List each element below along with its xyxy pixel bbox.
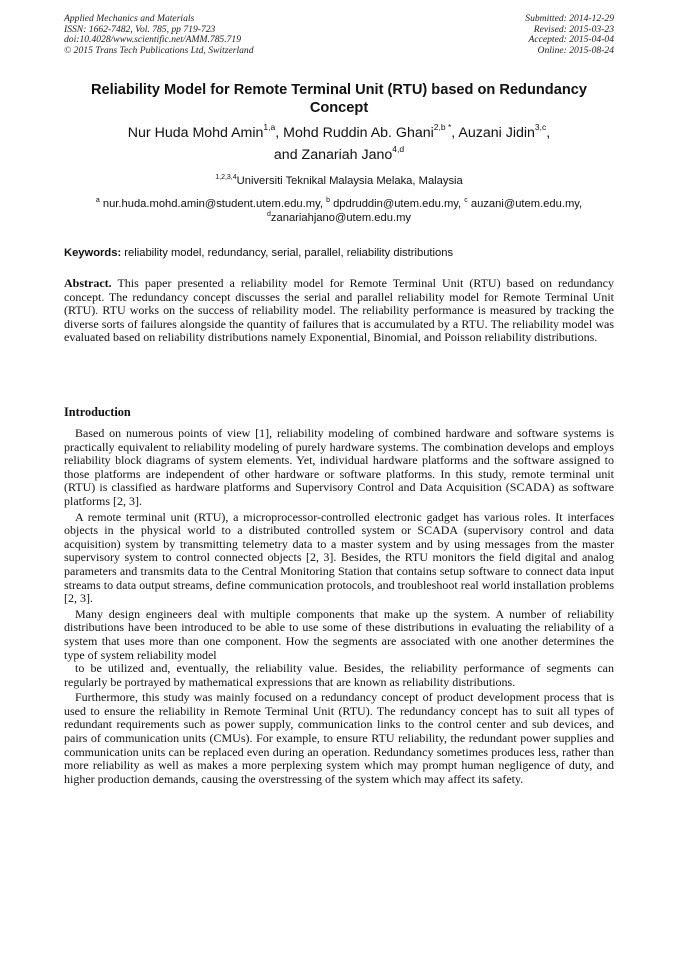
author-affil-mark: 4,d bbox=[392, 144, 405, 154]
email-list: $^a$ nur.huda.mohd.amin@student.utem.edu.my, $^b$ dpdruddin@utem.edu.my, $^c$ auzani@utem.edu.my, $^d$zanariahjano@utem.edu.my bbox=[95, 197, 583, 224]
affiliation-text: Universiti Teknikal Malaysia Melaka, Malaysia bbox=[236, 175, 463, 187]
abstract-text: This paper presented a reliability model for Remote Terminal Unit (RTU) based on redundancy concept. The redundancy concept discusses the serial and parallel reliability model for Remote Terminal Unit (RTU). RTU works on the success of reliability model. The reliability performance is measured by tracking the diverse sorts of failures alongside the quantity of failures that is accumulated by a RTU. The reliability model was evaluated based on reliability distributions namely Exponential, Binomial, and Poisson reliability distributions. bbox=[64, 276, 614, 345]
journal-name: Applied Mechanics and Materials bbox=[64, 13, 195, 24]
date-submitted: Submitted: 2014-12-29 bbox=[525, 13, 614, 24]
email-address: auzani@utem.edu.my, bbox=[467, 198, 583, 210]
email-address: dpdruddin@utem.edu.my, bbox=[329, 198, 465, 210]
author-affil-mark: 1,a bbox=[263, 122, 276, 132]
section-heading-introduction: Introduction bbox=[64, 405, 131, 419]
author-name: and Zanariah Jano bbox=[273, 147, 393, 163]
journal-copyright: © 2015 Trans Tech Publications Ltd, Switzerland bbox=[64, 44, 254, 56]
introduction-body bbox=[64, 427, 614, 788]
email-address: zanariahjano@utem.edu.my bbox=[270, 212, 411, 224]
email-address: nur.huda.mohd.amin@student.utem.edu.my, bbox=[99, 198, 327, 210]
affiliation-mark: 1,2,3,4 bbox=[215, 174, 237, 181]
paragraph: Many design engineers deal with multiple components that make up the system. A number of reliability distributions have been introduced to be able to use some of these distributions in evaluating the reliability of a system that uses more than one component. How the segments are associated with one another determines the type of system reliability model bbox=[64, 606, 614, 662]
paragraph: A remote terminal unit (RTU), a microprocessor-controlled electronic gadget has various roles. It interfaces objects in the physical world to a distributed controlled system or SCADA (supervisory control and data acquisition) system by transmitting telemetry data to a master system and by using messages from the master supervisory system to control connected objects [2, 3]. Besides, the RTU monitors the field digital and analog parameters and transmits data to the Central Monitoring Station that contains setup software to connect data input streams to data output streams, define communication protocols, and troubleshoot real world installation problems [2, 3]. bbox=[64, 509, 614, 606]
journal-doi: doi:10.4028/www.scientific.net/AMM.785.719 bbox=[64, 34, 242, 46]
keywords-text: reliability model, redundancy, serial, parallel, reliability distributions bbox=[121, 247, 454, 259]
affiliation bbox=[60, 174, 618, 188]
abstract-label: Abstract. bbox=[64, 276, 112, 290]
submission-dates bbox=[525, 14, 614, 56]
author-name: Nur Huda Mohd Amin bbox=[127, 125, 264, 141]
paragraph: Based on numerous points of view [1], reliability modeling of combined hardware and software systems is practically equivalent to reliability modeling of purely hardware systems. The combination develops and employs reliability block diagrams of system elements. Yet, individual hardware platforms and the software assigned to those platforms are independent of other hardware or software platforms. In this study, remote terminal unit (RTU) is classified as hardware platforms and Supervisory Control and Data Acquisition (SCADA) as software platforms [2, 3]. bbox=[64, 426, 614, 508]
keywords-label: Keywords: bbox=[64, 247, 122, 259]
date-revised: Revised: 2015-03-23 bbox=[533, 23, 614, 35]
author-name: Auzani Jidin bbox=[458, 125, 535, 141]
date-online: Online: 2015-08-24 bbox=[537, 44, 614, 56]
author-affil-mark: 2,b * bbox=[433, 122, 452, 132]
journal-issn: ISSN: 1662-7482, Vol. 785, pp 719-723 bbox=[64, 23, 216, 35]
author-name: Mohd Ruddin Ab. Ghani bbox=[283, 125, 434, 141]
date-accepted: Accepted: 2015-04-04 bbox=[528, 34, 614, 46]
keywords bbox=[64, 246, 614, 260]
abstract bbox=[64, 277, 614, 345]
paper-title: Reliability Model for Remote Terminal Unit (RTU) based on Redundancy Concept bbox=[91, 82, 587, 116]
author-affil-mark: 3,c bbox=[534, 122, 547, 132]
author-list: Nur Huda Mohd Amin$^{1,a}$, Mohd Ruddin Ab. Ghani$^{2,b *}$, Auzani Jidin$^{3,c}$, and Zanariah Jano$^{4,d}$ bbox=[127, 122, 551, 163]
paragraph: Furthermore, this study was mainly focused on a redundancy concept of product development process that is used to ensure the reliability in Remote Terminal Unit (RTU). The redundancy concept has to suit all types of redundant requirements such as power supply, communication links to the control center and sub devices, and pairs of communication units (CMUs). For example, to ensure RTU reliability, the redundant power supplies and communication units can be replaced even during an operation. Redundancy sometimes produces less, rather than more reliability as well as makes a more perplexing system which may prompt human negligence of duty, and higher production demands, causing the overstressing of the system which may affect its safety. bbox=[64, 690, 614, 786]
journal-info bbox=[64, 14, 254, 56]
paragraph: to be utilized and, eventually, the reliability value. Besides, the reliability performance of segments can regularly be portrayed by mathematical expressions that are known as reliability distributions. bbox=[64, 661, 614, 689]
